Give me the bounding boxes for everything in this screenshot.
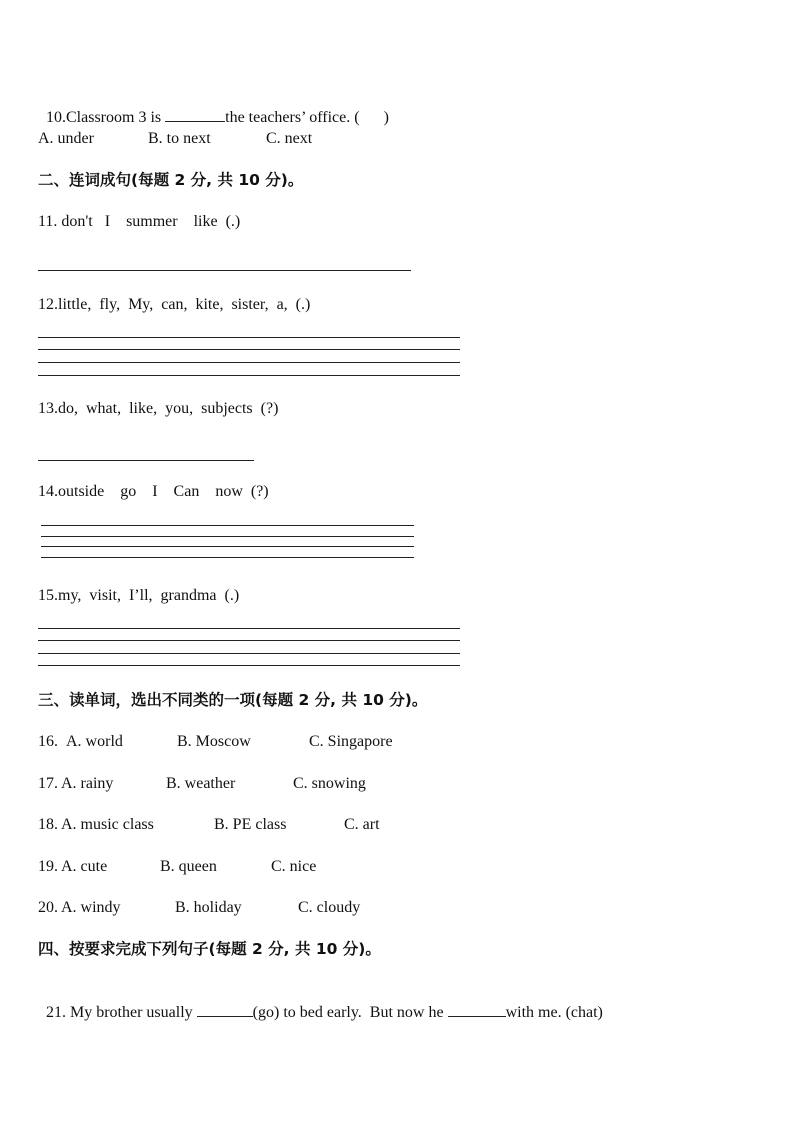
- answer-line[interactable]: [38, 653, 460, 654]
- question-19-option-b: B. queen: [160, 858, 217, 875]
- answer-line[interactable]: [38, 628, 460, 629]
- answer-blank[interactable]: [165, 107, 225, 122]
- question-17-option-c: C. snowing: [293, 775, 366, 792]
- section-3-title: 三、读单词，选出不同类的一项(每题 2 分, 共 10 分)。: [38, 691, 428, 709]
- question-13: 13.do, what, like, you, subjects (?): [38, 400, 279, 417]
- answer-line[interactable]: [38, 640, 460, 641]
- question-16-option-b: B. Moscow: [177, 733, 251, 750]
- answer-line[interactable]: [38, 362, 460, 363]
- answer-line[interactable]: [41, 525, 414, 526]
- answer-line[interactable]: [38, 337, 460, 338]
- question-10-option-c: C. next: [266, 130, 313, 147]
- question-19-option-a: A. cute: [61, 858, 108, 875]
- question-10-prefix: 10.Classroom 3 is: [46, 109, 166, 126]
- answer-line[interactable]: [41, 546, 414, 547]
- answer-line[interactable]: [38, 375, 460, 376]
- question-21-prefix: 21. My brother usually: [46, 1004, 197, 1021]
- question-21-suffix: with me. (chat): [505, 1004, 603, 1021]
- question-18-option-a: A. music class: [61, 816, 154, 833]
- question-20-number: 20.: [38, 899, 58, 916]
- question-17-number: 17.: [38, 775, 58, 792]
- question-21-middle: (go) to bed early. But now he: [252, 1004, 448, 1021]
- answer-line[interactable]: [38, 665, 460, 666]
- section-2-title: 二、连词成句(每题 2 分, 共 10 分)。: [38, 171, 304, 189]
- question-14: 14.outside go I Can now (?): [38, 483, 269, 500]
- answer-line[interactable]: [41, 536, 414, 537]
- question-11: 11. don't I summer like (.): [38, 213, 241, 230]
- question-18-option-c: C. art: [344, 816, 380, 833]
- section-4-title: 四、按要求完成下列句子(每题 2 分, 共 10 分)。: [38, 940, 381, 958]
- question-19-number: 19.: [38, 858, 58, 875]
- question-18-number: 18.: [38, 816, 58, 833]
- answer-line[interactable]: [38, 460, 254, 461]
- question-10: [38, 87, 389, 128]
- question-18-option-b: B. PE class: [214, 816, 287, 833]
- answer-line[interactable]: [38, 270, 411, 271]
- question-12: 12.little, fly, My, can, kite, sister, a, (.): [38, 296, 311, 313]
- question-10-suffix: the teachers’ office. (: [225, 109, 360, 126]
- question-17-option-b: B. weather: [166, 775, 236, 792]
- answer-line[interactable]: [38, 349, 460, 350]
- question-20-option-b: B. holiday: [175, 899, 242, 916]
- question-21: [38, 982, 603, 1023]
- question-16-number: 16.: [38, 733, 58, 750]
- question-16-option-a: A. world: [66, 733, 123, 750]
- question-19-option-c: C. nice: [271, 858, 317, 875]
- answer-blank[interactable]: [197, 1002, 253, 1017]
- question-15: 15.my, visit, I’ll, grandma (.): [38, 587, 240, 604]
- question-20-option-a: A. windy: [61, 899, 121, 916]
- question-10-option-a: A. under: [38, 130, 94, 147]
- question-20-option-c: C. cloudy: [298, 899, 361, 916]
- question-10-close: ): [383, 109, 389, 126]
- question-16-option-c: C. Singapore: [309, 733, 393, 750]
- question-17-option-a: A. rainy: [61, 775, 114, 792]
- answer-line[interactable]: [41, 557, 414, 558]
- answer-blank[interactable]: [448, 1002, 506, 1017]
- question-10-option-b: B. to next: [148, 130, 211, 147]
